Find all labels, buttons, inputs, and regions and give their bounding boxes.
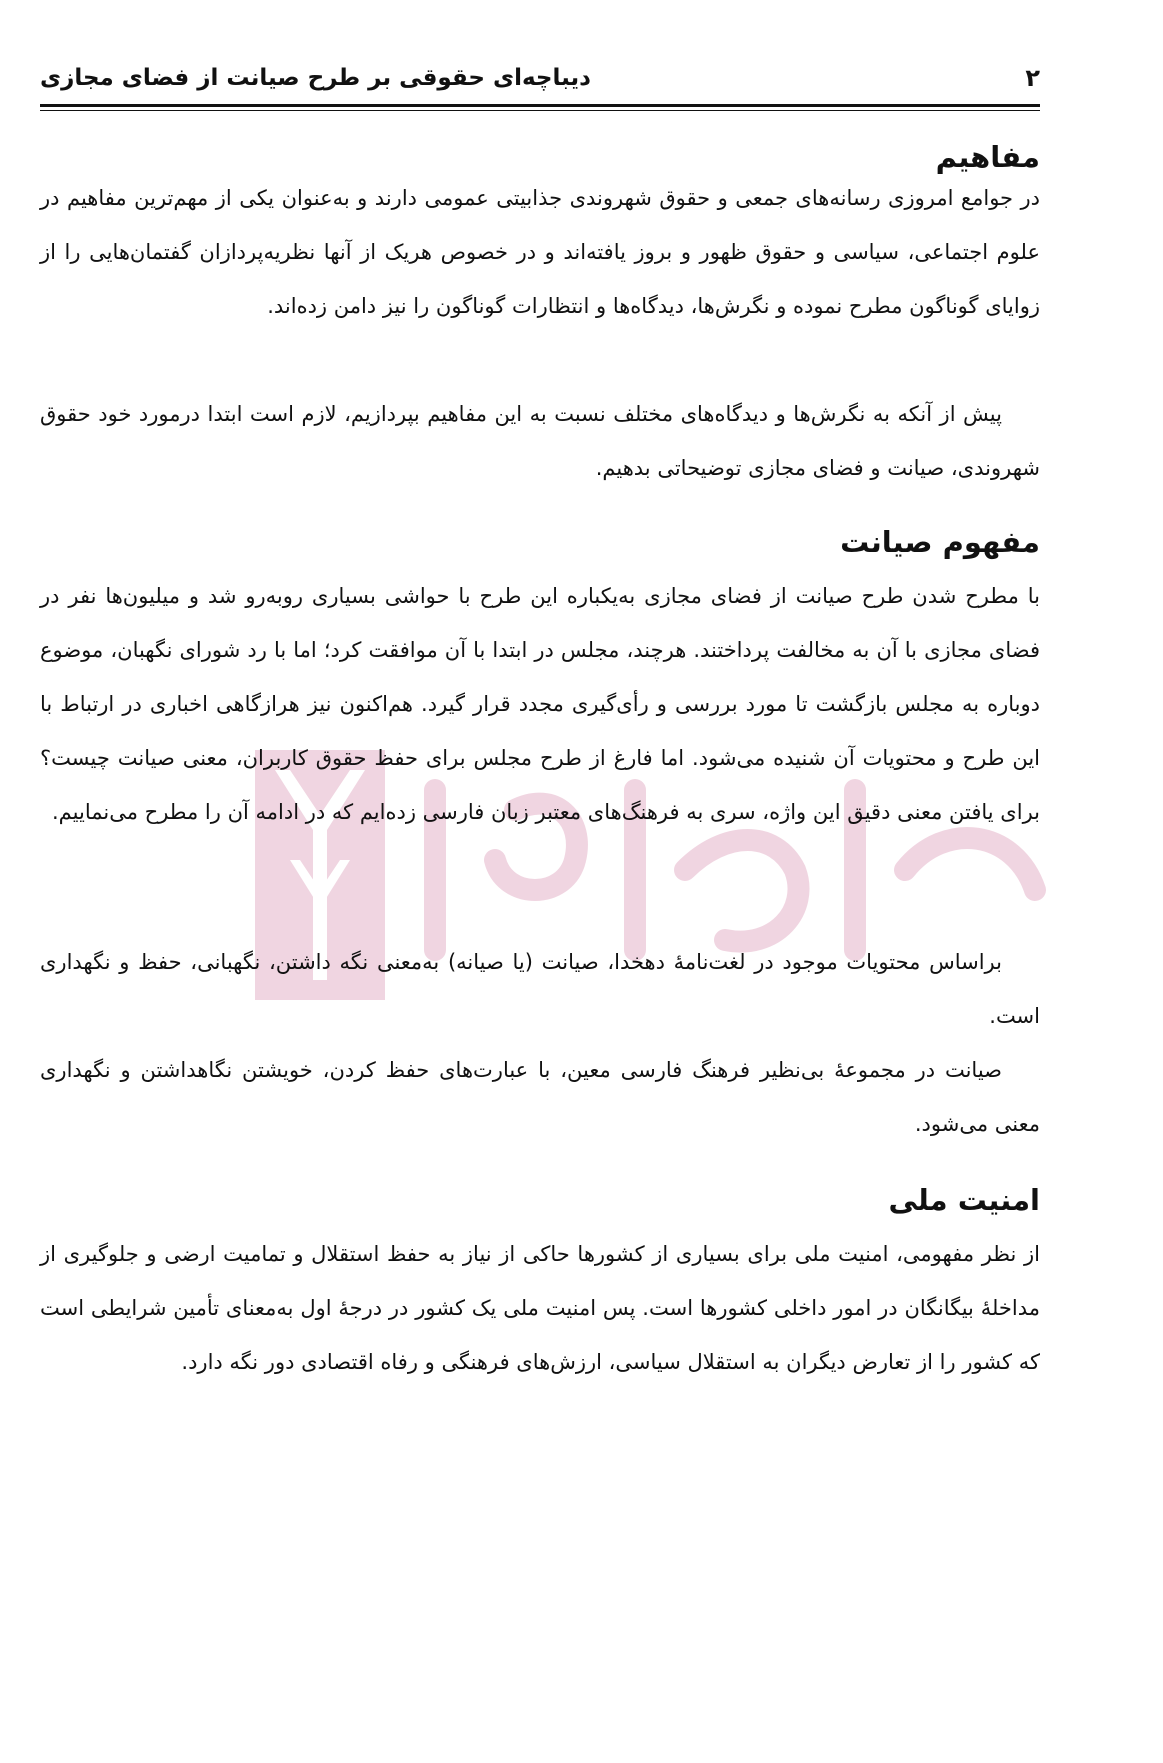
page-number: ۲: [1025, 64, 1040, 92]
paragraph: پیش از آنکه به نگرش‌ها و دیدگاه‌های مختلف نسبت به این مفاهیم بپردازیم، لازم است ابتدا درمورد خود حقوق شهروندی، صیانت و فضای مجازی توضیحاتی بدهیم.: [40, 402, 1040, 480]
section-heading-protection-concept: مفهوم صیانت: [840, 525, 1040, 559]
paragraph: با مطرح شدن طرح صیانت از فضای مجازی به‌یکباره این طرح با حواشی بسیاری روبه‌رو شد و میلیون‌ها نفر در فضای مجازی با آن به مخالفت پرداختند. هرچند، مجلس در ابتدا با آن موافقت کرد؛ اما با رد شورای نگهبان، موضوع دوباره به مجلس بازگشت تا مورد بررسی و رأی‌گیری مجدد قرار گیرد. هم‌اکنون نیز هرازگاهی اخباری در ارتباط با این طرح و محتویات آن شنیده می‌شود. اما فارغ از طرح مجلس برای حفظ حقوق کاربران، معنی صیانت چیست؟ برای یافتن معنی دقیق این واژه، سری به فرهنگ‌های معتبر زبان فارسی زده‌ایم که در ادامه آن را مطرح می‌نماییم.: [40, 584, 1040, 824]
paragraph: صیانت در مجموعهٔ بی‌نظیر فرهنگ فارسی معین، با عبارت‌های حفظ کردن، خویشتن نگاهداشتن و نگهداری معنی می‌شود.: [40, 1058, 1040, 1136]
section-heading-national-security: امنیت ملی: [888, 1183, 1040, 1217]
section-heading-concepts: مفاهیم: [935, 140, 1040, 174]
header-rule-thin: [40, 110, 1040, 111]
header-title: دیباچه‌ای حقوقی بر طرح صیانت از فضای مجازی: [40, 65, 591, 91]
paragraph: در جوامع امروزی رسانه‌های جمعی و حقوق شهروندی جذابیتی عمومی دارند و به‌عنوان یکی از مهم‌ترین مفاهیم در علوم اجتماعی، سیاسی و حقوق ظهور و بروز یافته‌اند و در خصوص هریک از آنها نظریه‌پردازان گفتمان‌هایی را از زوایای گوناگون مطرح نموده و نگرش‌ها، دیدگاه‌ها و انتظارات گوناگون را نیز دامن زده‌اند.: [40, 186, 1040, 318]
running-header: [40, 58, 1040, 98]
header-rule-thick: [40, 104, 1040, 107]
paragraph: از نظر مفهومی، امنیت ملی برای بسیاری از کشورها حاکی از نیاز به حفظ استقلال و تمامیت ارضی و جلوگیری از مداخلهٔ بیگانگان در امور داخلی کشورها است. پس امنیت ملی یک کشور در درجهٔ اول به‌معنای تأمین شرایطی است که کشور را از تعارض دیگران به استقلال سیاسی، ارزش‌های فرهنگی و رفاه اقتصادی دور نگه دارد.: [40, 1242, 1040, 1374]
book-page: [40, 0, 1040, 1763]
paragraph: براساس محتویات موجود در لغت‌نامهٔ دهخدا، صیانت (یا صیانه) به‌معنی نگه داشتن، نگهبانی، حفظ و نگهداری است.: [40, 950, 1040, 1028]
